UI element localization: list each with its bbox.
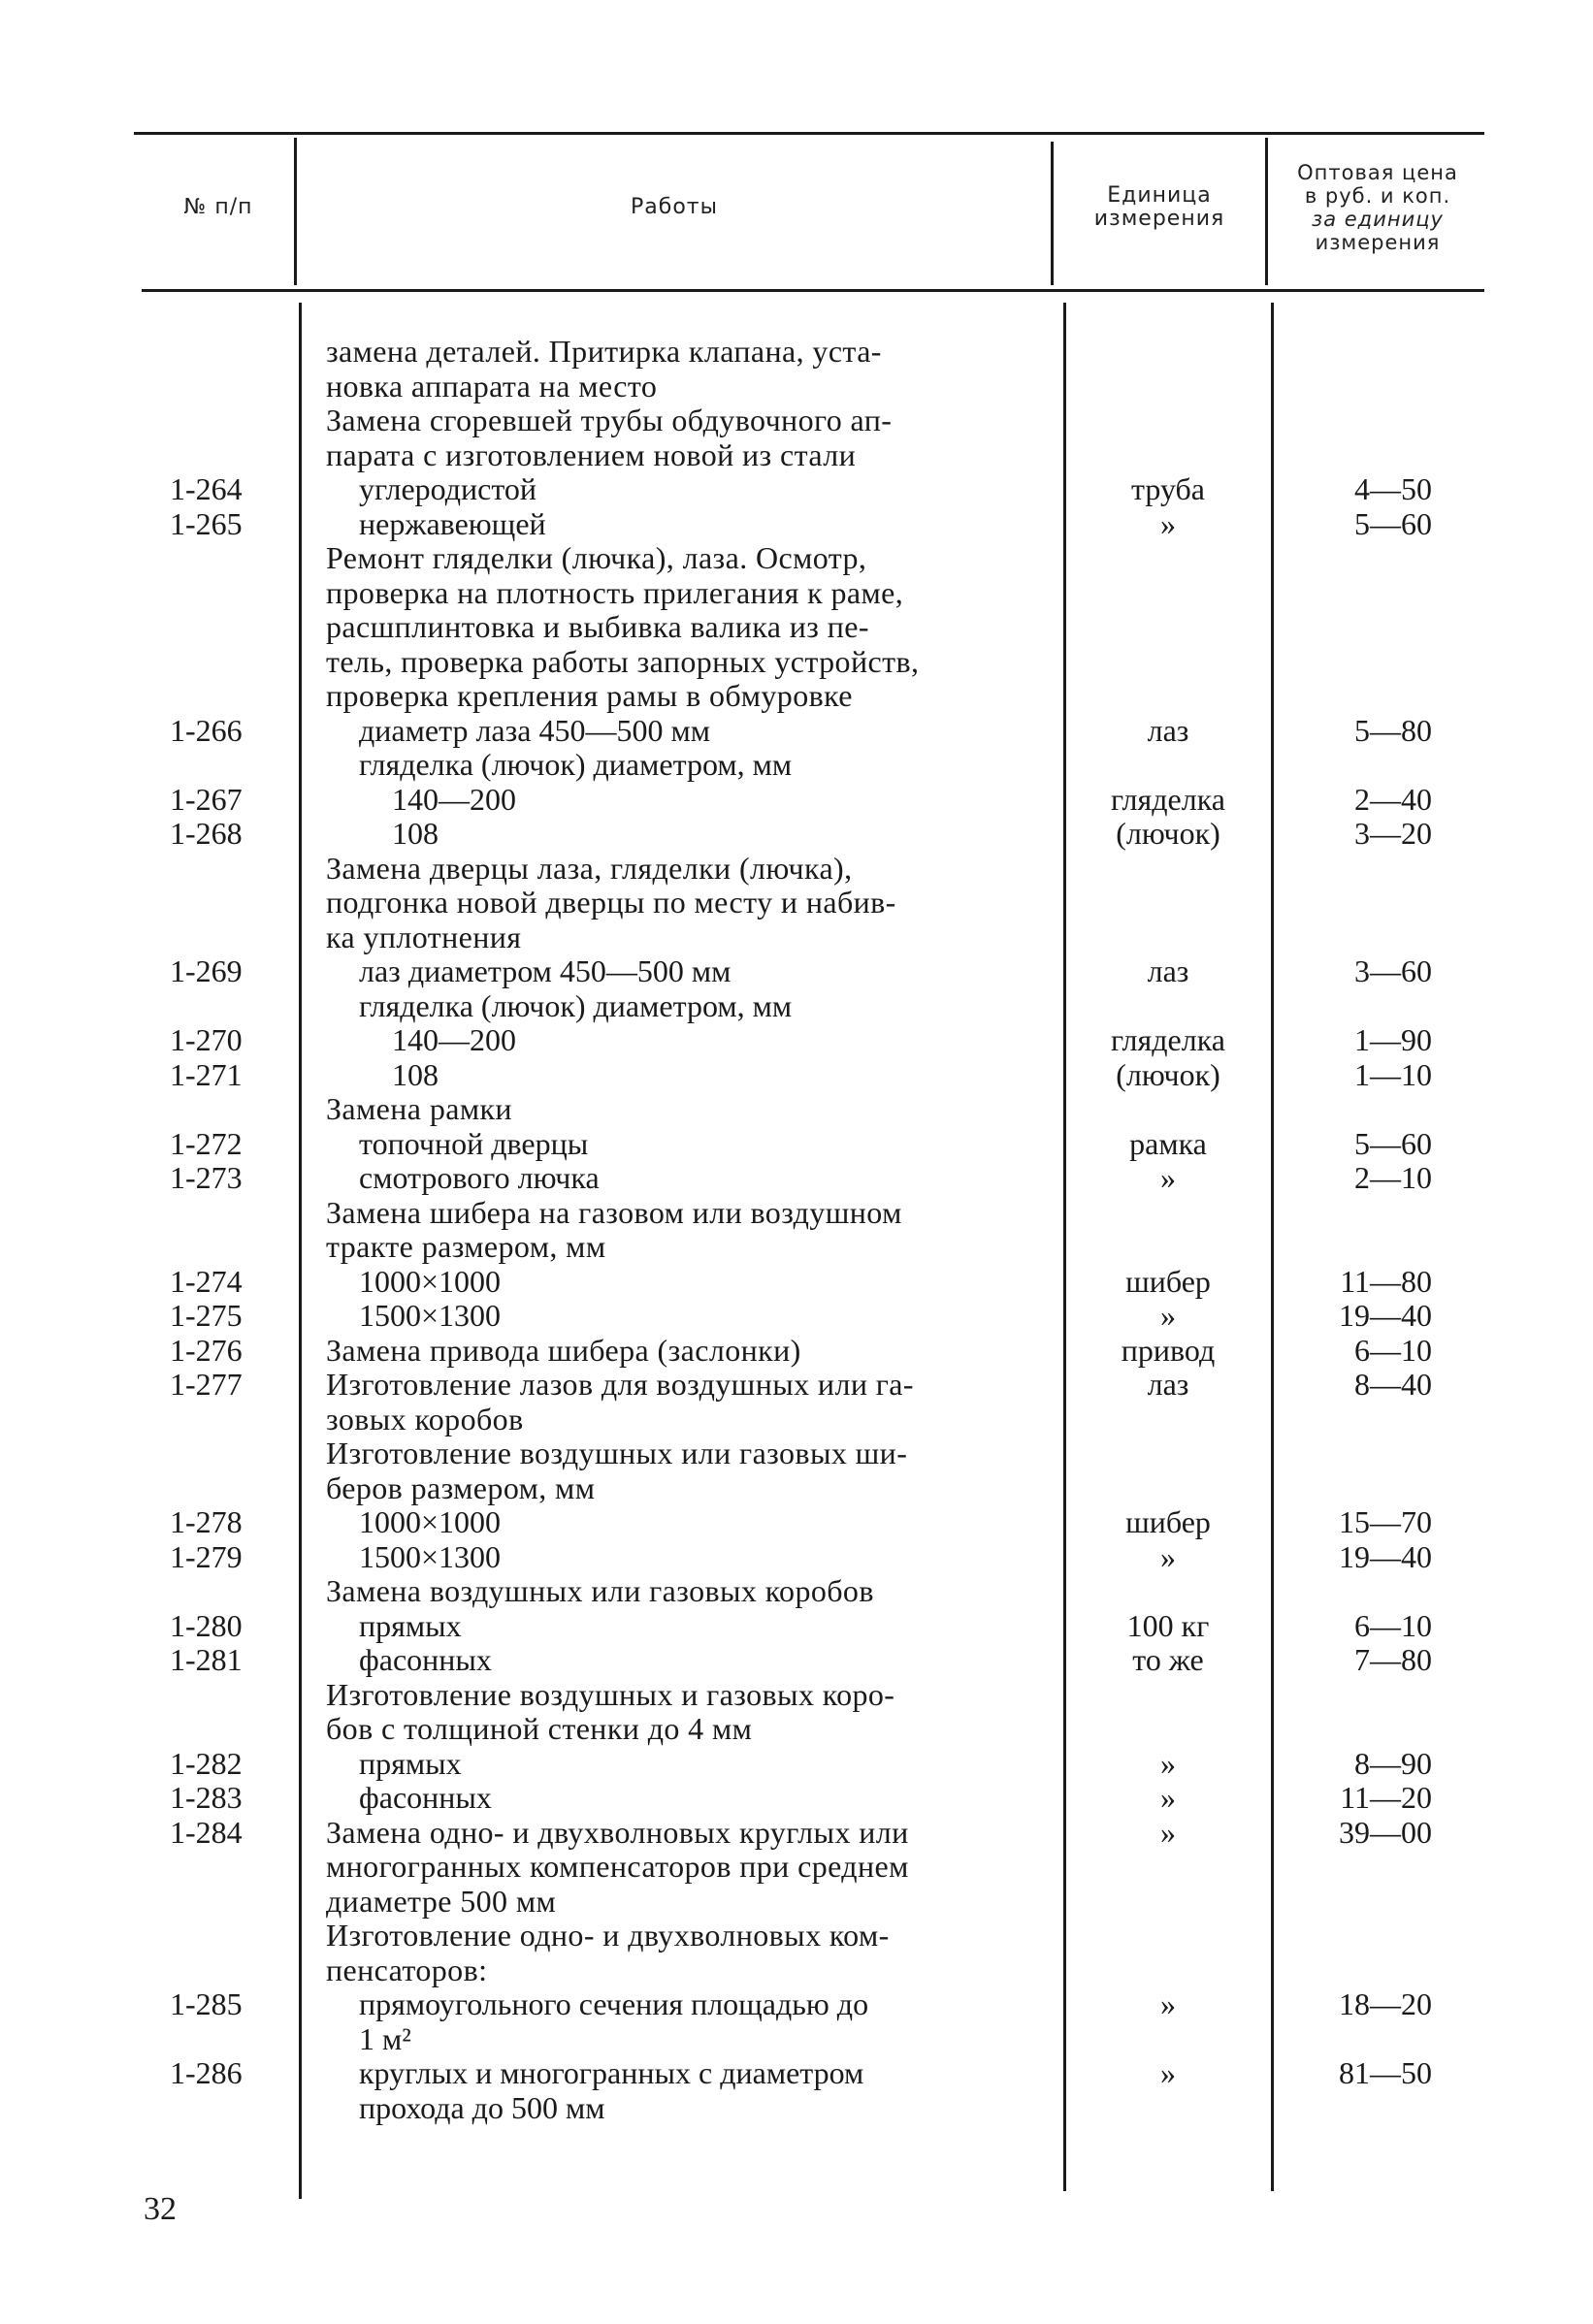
row-work-text: бов с толщиной стенки до 4 мм [326, 1711, 753, 1746]
row-number: 1-266 [170, 712, 243, 748]
row-price: 6—10 [1354, 1607, 1432, 1643]
row-work-text: многогранных компенсаторов при среднем [326, 1849, 909, 1884]
row-work-text: 1500×1300 [359, 1298, 502, 1333]
row-number: 1-283 [170, 1780, 243, 1815]
row-work-text: Замена дверцы лаза, гляделки (лючка), [326, 850, 853, 886]
row-price: 8—90 [1354, 1745, 1432, 1781]
row-price: 5—80 [1354, 712, 1432, 748]
table-row [0, 678, 1593, 713]
row-number: 1-273 [170, 1160, 243, 1195]
row-number: 1-270 [170, 1022, 243, 1057]
row-work-text: диаметре 500 мм [326, 1883, 557, 1919]
table-row [0, 1333, 1593, 1368]
row-price: 2—10 [1354, 1160, 1432, 1195]
row-unit: шибер [1125, 1263, 1211, 1299]
table-row [0, 1229, 1593, 1264]
table-row [0, 1849, 1593, 1884]
table-row [0, 2090, 1593, 2125]
row-work-text: замена деталей. Притирка клапана, уста- [326, 334, 882, 369]
row-price: 6—10 [1354, 1332, 1432, 1368]
row-unit: » [1160, 1298, 1176, 1333]
table-row [0, 1022, 1593, 1057]
row-unit: » [1160, 1986, 1176, 2021]
row-price: 3—20 [1354, 816, 1432, 851]
row-unit: » [1160, 1160, 1176, 1195]
row-work-text: диаметр лаза 450—500 мм [359, 712, 710, 748]
row-unit: лаз [1147, 712, 1189, 748]
row-price: 11—80 [1340, 1263, 1432, 1299]
row-price: 8—40 [1354, 1367, 1432, 1402]
row-unit: » [1160, 1780, 1176, 1815]
row-work-text: 1 м² [359, 2020, 411, 2056]
table-row [0, 403, 1593, 437]
row-work-text: парата с изготовлением новой из стали [326, 436, 857, 472]
row-work-text: 1500×1300 [359, 1538, 502, 1574]
table-row [0, 1504, 1593, 1539]
row-work-text: Изготовление воздушных и газовых коро- [326, 1676, 895, 1712]
row-work-text: Замена одно- и двухволновых круглых или [326, 1814, 909, 1850]
table-row [0, 575, 1593, 610]
row-unit: гляделка [1111, 781, 1225, 817]
row-price: 15—70 [1339, 1504, 1432, 1539]
row-number: 1-278 [170, 1504, 243, 1539]
table-row [0, 369, 1593, 403]
row-work-text: Ремонт гляделки (лючка), лаза. Осмотр, [326, 540, 867, 575]
row-number: 1-285 [170, 1986, 243, 2021]
row-number: 1-271 [170, 1056, 243, 1092]
header-col-price [1271, 161, 1484, 254]
table-row [0, 1298, 1593, 1333]
table-row [0, 1160, 1593, 1195]
row-number: 1-281 [170, 1642, 243, 1677]
row-number: 1-282 [170, 1745, 243, 1781]
row-work-text: тель, проверка работы запорных устройств, [326, 643, 920, 679]
table-row [0, 1091, 1593, 1126]
row-work-text: круглых и многогранных с диаметром [359, 2055, 864, 2090]
row-work-text: прохода до 500 мм [359, 2089, 605, 2125]
row-work-text: фасонных [359, 1642, 492, 1677]
table-row [0, 1539, 1593, 1574]
table-row [0, 1264, 1593, 1299]
header-col-works: Работы [631, 195, 718, 219]
row-work-text: пенсаторов: [326, 1952, 488, 1987]
row-price: 81—50 [1339, 2055, 1432, 2090]
table-row [0, 1470, 1593, 1505]
row-number: 1-267 [170, 781, 243, 817]
row-number: 1-265 [170, 505, 243, 541]
row-work-text: нержавеющей [359, 505, 546, 541]
row-unit: » [1160, 2055, 1176, 2090]
row-unit: труба [1130, 471, 1205, 506]
table-row [0, 782, 1593, 817]
row-unit: (лючок) [1116, 1056, 1220, 1092]
table-row [0, 506, 1593, 541]
row-work-text: беров размером, мм [326, 1469, 596, 1505]
row-work-text: 108 [392, 816, 439, 851]
header-separator-3 [1265, 138, 1268, 285]
table-row [0, 851, 1593, 886]
row-price: 19—40 [1339, 1298, 1432, 1333]
table-row [0, 1608, 1593, 1643]
row-work-text: Замена привода шибера (заслонки) [326, 1332, 801, 1368]
row-number: 1-286 [170, 2055, 243, 2090]
row-number: 1-280 [170, 1607, 243, 1643]
row-work-text: Изготовление одно- и двухволновых ком- [326, 1918, 890, 1953]
row-unit: » [1160, 1745, 1176, 1781]
table-row [0, 644, 1593, 679]
table-row [0, 1780, 1593, 1815]
table-top-rule [134, 132, 1484, 135]
table-row [0, 1986, 1593, 2021]
row-number: 1-276 [170, 1332, 243, 1368]
table-row [0, 885, 1593, 920]
table-row [0, 1711, 1593, 1746]
row-price: 39—00 [1339, 1814, 1432, 1850]
row-price: 18—20 [1339, 1986, 1432, 2021]
header-col-price-line1: Оптовая цена [1297, 161, 1458, 184]
table-row [0, 437, 1593, 472]
row-work-text: расшплинтовка и выбивка валика из пе- [326, 609, 869, 644]
row-work-text: топочной дверцы [359, 1125, 589, 1161]
header-col-price-line2: в руб. и коп. [1304, 184, 1451, 208]
table-row [0, 334, 1593, 369]
table-row [0, 1815, 1593, 1850]
header-col-unit-line2: измерения [1093, 207, 1225, 231]
table-row [0, 2055, 1593, 2090]
row-work-text: зовых коробов [326, 1401, 524, 1436]
row-number: 1-284 [170, 1814, 243, 1850]
table-row [0, 1573, 1593, 1608]
row-work-text: новка аппарата на место [326, 368, 658, 403]
row-work-text: гляделка (лючок) диаметром, мм [359, 747, 793, 782]
table-row [0, 1126, 1593, 1161]
table-row [0, 540, 1593, 575]
row-number: 1-268 [170, 816, 243, 851]
row-work-text: прямых [359, 1607, 462, 1643]
table-row [0, 713, 1593, 748]
row-unit: рамка [1129, 1125, 1207, 1161]
row-price: 19—40 [1339, 1538, 1432, 1574]
table-row [0, 1436, 1593, 1470]
row-work-text: фасонных [359, 1780, 492, 1815]
row-unit: лаз [1147, 953, 1189, 988]
header-col-price-line4: измерения [1315, 231, 1441, 254]
row-work-text: Изготовление воздушных или газовых ши- [326, 1436, 908, 1470]
table-row [0, 1884, 1593, 1919]
row-work-text: 140—200 [392, 781, 516, 817]
row-work-text: лаз диаметром 450—500 мм [359, 953, 731, 988]
row-price: 3—60 [1354, 953, 1432, 988]
table-row [0, 471, 1593, 506]
row-number: 1-279 [170, 1538, 243, 1574]
row-work-text: прямоугольного сечения площадью до [359, 1986, 869, 2021]
row-work-text: 1000×1000 [359, 1504, 502, 1539]
table-row [0, 1953, 1593, 1987]
row-price: 4—50 [1354, 471, 1432, 506]
row-price: 1—10 [1354, 1056, 1432, 1092]
row-work-text: Замена воздушных или газовых коробов [326, 1573, 874, 1608]
row-price: 2—40 [1354, 781, 1432, 817]
table-row [0, 747, 1593, 782]
table-row [0, 1402, 1593, 1436]
row-work-text: Замена шибера на газовом или воздушном [326, 1194, 902, 1230]
table-row [0, 1746, 1593, 1781]
row-work-text: подгонка новой дверцы по месту и набив- [326, 885, 896, 920]
row-work-text: углеродистой [359, 471, 537, 506]
row-price: 11—20 [1340, 1780, 1432, 1815]
header-col-price-line3: за единицу [1312, 208, 1444, 231]
row-price: 5—60 [1354, 505, 1432, 541]
table-row [0, 1677, 1593, 1712]
row-price: 5—60 [1354, 1125, 1432, 1161]
header-separator-1 [294, 138, 297, 285]
row-unit: шибер [1125, 1504, 1211, 1539]
row-unit: то же [1132, 1642, 1204, 1677]
table-row [0, 816, 1593, 851]
row-number: 1-272 [170, 1125, 243, 1161]
row-work-text: тракте размером, мм [326, 1229, 606, 1264]
header-bottom-rule [142, 289, 1484, 292]
table-row [0, 1918, 1593, 1953]
row-work-text: смотрового лючка [359, 1160, 600, 1195]
row-work-text: прямых [359, 1745, 462, 1781]
row-number: 1-264 [170, 471, 243, 506]
row-number: 1-275 [170, 1298, 243, 1333]
row-work-text: Замена рамки [326, 1091, 512, 1126]
row-unit: привод [1121, 1332, 1216, 1368]
row-unit: лаз [1147, 1367, 1189, 1402]
row-number: 1-277 [170, 1367, 243, 1402]
row-unit: 100 кг [1126, 1607, 1210, 1643]
header-col-unit-line1: Единица [1107, 183, 1212, 208]
row-unit: (лючок) [1116, 816, 1220, 851]
row-work-text: 140—200 [392, 1022, 516, 1057]
row-number: 1-269 [170, 953, 243, 988]
header-separator-2 [1051, 142, 1054, 285]
table-row [0, 953, 1593, 988]
row-work-text: 108 [392, 1056, 439, 1092]
row-number: 1-274 [170, 1263, 243, 1299]
row-unit: » [1160, 1538, 1176, 1574]
table-row [0, 1195, 1593, 1230]
row-unit: » [1160, 1814, 1176, 1850]
row-unit: » [1160, 505, 1176, 541]
header-col-unit [1057, 184, 1261, 231]
row-price: 1—90 [1354, 1022, 1432, 1057]
row-work-text: проверка на плотность прилегания к раме, [326, 574, 904, 610]
row-work-text: Изготовление лазов для воздушных или га- [326, 1367, 914, 1402]
table-row [0, 988, 1593, 1023]
table-row [0, 1642, 1593, 1677]
table-row [0, 609, 1593, 644]
table-row [0, 1367, 1593, 1402]
page-number: 32 [144, 2191, 177, 2227]
row-unit: гляделка [1111, 1022, 1225, 1057]
row-work-text: Замена сгоревшей трубы обдувочного ап- [326, 403, 893, 437]
row-work-text: проверка крепления рамы в обмуровке [326, 678, 853, 713]
table-row [0, 920, 1593, 954]
row-work-text: 1000×1000 [359, 1263, 502, 1299]
row-price: 7—80 [1354, 1642, 1432, 1677]
row-work-text: гляделка (лючок) диаметром, мм [359, 987, 793, 1023]
row-work-text: ка уплотнения [326, 919, 522, 954]
header-col-num: № п/п [183, 195, 253, 219]
table-row [0, 2021, 1593, 2056]
table-row [0, 1057, 1593, 1092]
